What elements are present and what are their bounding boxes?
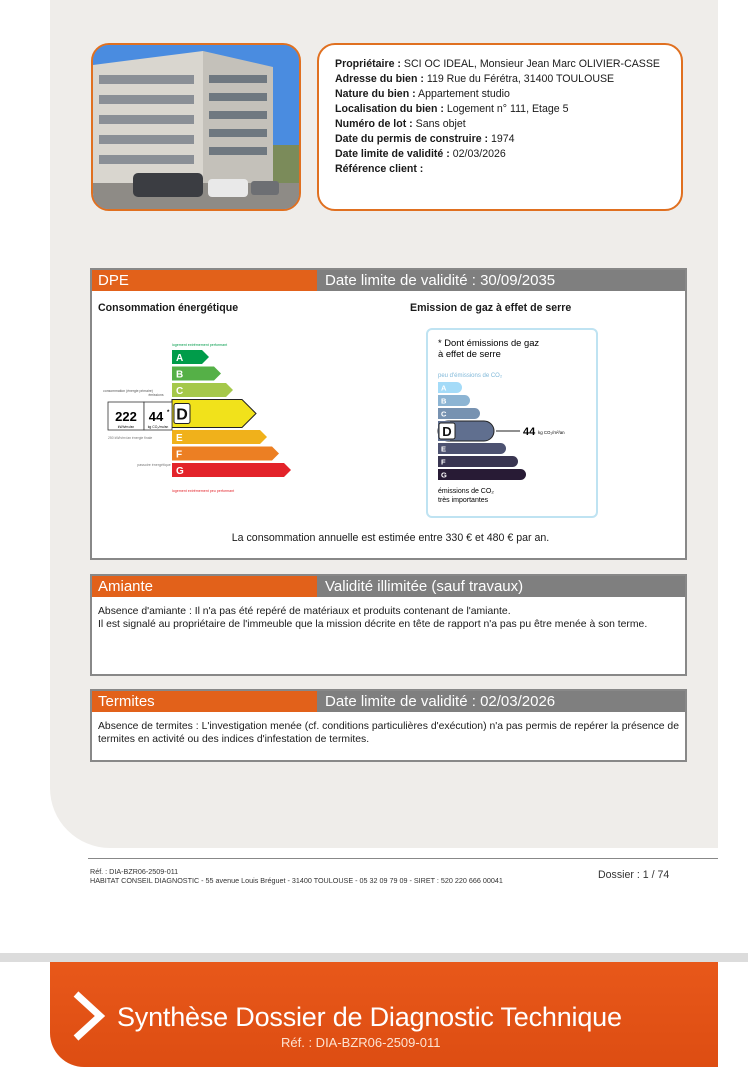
annual-consumption-note: La consommation annuelle est estimée entre 330 € et 480 € par an. xyxy=(231,532,550,544)
ges-high-caption-2: très importantes xyxy=(438,497,489,504)
energy-bottom-caption: logement extrêmement peu performant xyxy=(172,489,235,493)
page-counter: Dossier : 1 / 74 xyxy=(598,869,670,881)
ges-bar-letter-d: D xyxy=(442,424,452,439)
termites-section xyxy=(90,689,687,762)
ges-high-caption-1: émissions de CO₂ xyxy=(438,488,495,495)
lot-row: Numéro de lot : Sans objet xyxy=(335,118,466,130)
client-ref-row: Référence client : xyxy=(335,163,424,175)
ges-title: Emission de gaz à effet de serre xyxy=(410,302,572,314)
energy-bar-letter-d: D xyxy=(176,406,188,424)
address-row: Adresse du bien : 119 Rue du Férétra, 31400 TOULOUSE xyxy=(335,73,615,85)
footer-company: HABITAT CONSEIL DIAGNOSTIC - 55 avenue Louis Bréguet - 31400 TOULOUSE - 05 32 09 79 09 - SIRET : 520 220 666 00041 xyxy=(90,875,503,885)
ges-bar-letter-a: A xyxy=(441,383,447,393)
ges-bar-e xyxy=(438,443,506,454)
passoire-note: passoire énergétique xyxy=(137,463,171,467)
owner-row: Propriétaire : SCI OC IDEAL, Monsieur Jean Marc OLIVIER-CASSE xyxy=(335,58,660,70)
ges-unit: kg CO₂/m²/an xyxy=(538,430,565,435)
energy-bar-letter-e: E xyxy=(176,433,183,444)
property-info-box xyxy=(317,43,683,211)
ges-bar-f xyxy=(438,456,518,467)
energy-bar-letter-c: C xyxy=(176,386,184,397)
energy-bar-letter-g: G xyxy=(176,466,184,477)
energy-bar-letter-b: B xyxy=(176,369,184,381)
ges-bar-letter-e: E xyxy=(441,444,447,454)
dpe-header-validity: Date limite de validité : 30/09/2035 xyxy=(317,270,685,291)
ges-bar-g xyxy=(438,469,526,480)
footer-ref: Réf. : DIA-BZR06-2509-011 xyxy=(90,867,179,876)
ges-bar-letter-g: G xyxy=(441,470,447,480)
termites-body: Absence de termites : L'investigation menée (cf. conditions particulières d'exécution) n'a pas permis de repérer la présence de termites en activité ou des indices d'infestation de termites. xyxy=(98,721,679,745)
dpe-header xyxy=(92,270,685,291)
dpe-section xyxy=(90,268,687,560)
ges-bar-letter-f: F xyxy=(441,457,446,467)
co2-value: 44 xyxy=(148,409,164,424)
validity-row: Date limite de validité : 02/03/2026 xyxy=(335,148,506,160)
termites-header xyxy=(92,691,685,712)
energy-value: 222 xyxy=(115,409,137,424)
conso-caption: consommation (énergie primaire) xyxy=(103,389,153,393)
amiante-body xyxy=(92,597,685,639)
energy-title: Consommation énergétique xyxy=(98,302,239,314)
ges-low-caption: peu d'émissions de CO₂ xyxy=(438,373,503,379)
amiante-section xyxy=(90,574,687,676)
energy-bar-e xyxy=(172,430,267,444)
amiante-header-validity: Validité illimitée (sauf travaux) xyxy=(317,576,685,597)
energy-bar-f xyxy=(172,447,279,461)
footer-info xyxy=(90,868,560,885)
nature-row: Nature du bien : Appartement studio xyxy=(335,88,510,100)
amiante-line-1: Absence d'amiante : Il n'a pas été repéré de matériaux et produits contenant de l'amiante. xyxy=(98,606,511,617)
ges-bar-letter-b: B xyxy=(441,396,447,406)
energy-bar-g xyxy=(172,463,291,477)
chevron-right-icon xyxy=(70,990,108,1042)
amiante-line-2: Il est signalé au propriétaire de l'immeuble que la mission décrite en tête de rapport n'a pas pu être menée à son terme. xyxy=(98,619,648,630)
footer-divider xyxy=(88,858,718,859)
ges-note-1: * Dont émissions de gaz xyxy=(438,337,540,348)
property-photo xyxy=(91,43,301,211)
energy-bar-letter-a: A xyxy=(176,353,184,364)
banner-title: Synthèse Dossier de Diagnostic Technique xyxy=(117,1002,622,1032)
page-separator xyxy=(0,953,748,962)
cover-banner xyxy=(50,962,718,1067)
termites-header-title: Termites xyxy=(92,691,317,712)
svg-text:*: * xyxy=(167,410,170,416)
ges-value: 44 xyxy=(523,426,536,438)
location-row: Localisation du bien : Logement n° 111, Etage 5 xyxy=(335,103,569,115)
banner-ref: Réf. : DIA-BZR06-2509-011 xyxy=(281,1035,441,1050)
amiante-header xyxy=(92,576,685,597)
permit-date-row: Date du permis de construire : 1974 xyxy=(335,133,515,145)
termites-header-validity: Date limite de validité : 02/03/2026 xyxy=(317,691,685,712)
ges-label xyxy=(426,328,598,518)
amiante-header-title: Amiante xyxy=(92,576,317,597)
co2-unit: kg CO₂/m²/an xyxy=(147,425,169,429)
ges-bar-letter-c: C xyxy=(441,409,447,419)
energy-unit: kWh/m²/an xyxy=(117,425,135,429)
threshold-note: 250 kWh/m²/an énergie finale xyxy=(108,436,153,440)
ges-note-2: à effet de serre xyxy=(438,348,501,359)
dpe-header-title: DPE xyxy=(92,270,317,291)
energy-bar-letter-f: F xyxy=(176,449,183,461)
energy-top-caption: logement extrêmement performant xyxy=(172,343,228,347)
energy-label xyxy=(98,342,328,502)
emissions-caption: émissions xyxy=(148,393,164,397)
